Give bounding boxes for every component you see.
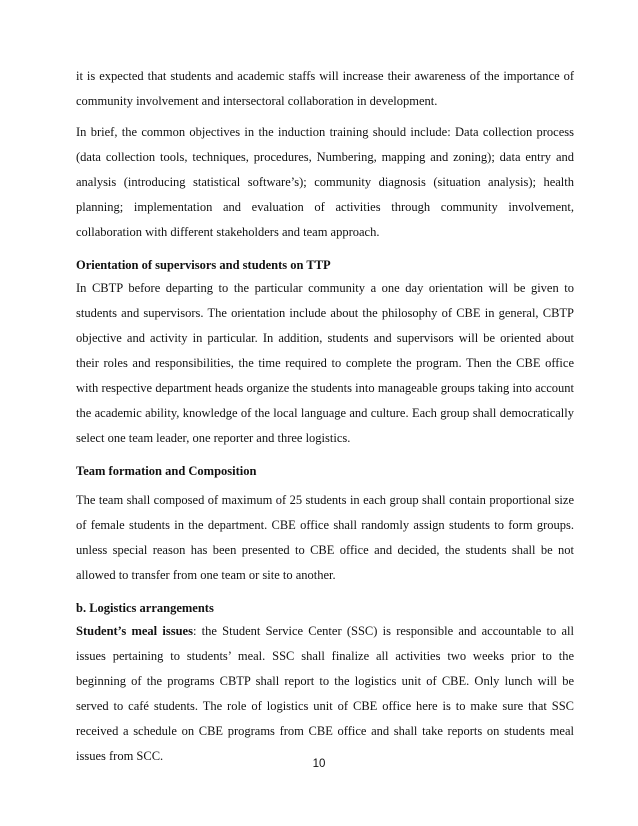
meal-label: Student’s meal issues <box>76 624 193 638</box>
objectives-paragraph: In brief, the common objectives in the induction training should include: Data collection process (data collection tools, techniques, procedures, Numbering, mapping and zoning); data entry and analysis (introducing statistical software’s); community diagnosis (situation analysis); health planning; implementation and evaluation of activities through community involvement, collaboration with different stakeholders and team approach. <box>76 125 574 239</box>
logistics-heading: b. Logistics arrangements <box>76 601 214 615</box>
meal-paragraph <box>76 619 574 769</box>
orientation-section <box>76 254 574 451</box>
meal-text: : the Student Service Center (SSC) is responsible and accountable to all issues pertaining to students’ meal. SSC shall finalize all activities two weeks prior to the beginning of the programs CBTP shall report to the logistics unit of CBE. Only lunch will be served to café students. The role of logistics unit of CBE office here is to make sure that SSC received a schedule on CBE programs from CBE office and shall take reports on students meal issues from SCC. <box>76 624 574 763</box>
logistics-section <box>76 597 574 769</box>
orientation-paragraph: In CBTP before departing to the particular community a one day orientation will be given to students and supervisors. The orientation include about the philosophy of CBE in general, CBTP objective and activity in particular. In addition, students and supervisors will be oriented about their roles and responsibilities, the time required to complete the program. Then the CBE office with respective department heads organize the students into manageable groups taking into account the academic ability, knowledge of the local language and culture. Each group shall democratically select one team leader, one reporter and three logistics. <box>76 281 574 445</box>
team-section <box>76 460 574 588</box>
page-content <box>76 64 574 769</box>
team-heading: Team formation and Composition <box>76 464 257 478</box>
orientation-heading: Orientation of supervisors and students on TTP <box>76 258 331 272</box>
page-number: 10 <box>312 758 326 770</box>
team-paragraph: The team shall composed of maximum of 25 students in each group shall contain proportional size of female students in the department. CBE office shall randomly assign students to form groups. unless special reason has been presented to CBE office and decided, the students shall be not allowed to transfer from one team or site to another. <box>76 493 574 582</box>
intro-paragraph: it is expected that students and academic staffs will increase their awareness of the importance of community involvement and intersectoral collaboration in development. <box>76 69 574 108</box>
